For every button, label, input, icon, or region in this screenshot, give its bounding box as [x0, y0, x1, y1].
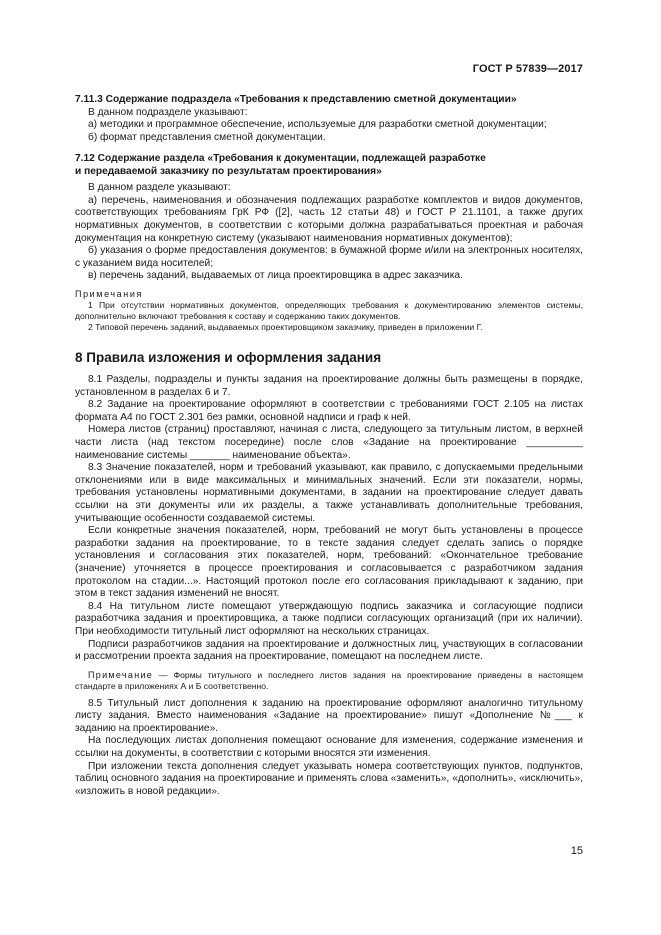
note-1: 1 При отсутствии нормативных документов, определяющих требования к документированию элементов системы, дополнительно включают требования к составу и содержанию таких документов.: [75, 300, 583, 322]
section-7-12-title-line1: 7.12 Содержание раздела «Требования к документации, подлежащей разработке: [75, 153, 486, 165]
list-item: б) формат представления сметной документации.: [88, 131, 326, 143]
note-label: Примечание: [88, 669, 154, 680]
note-2: 2 Типовой перечень заданий, выдаваемых проектировщиком заказчику, приведен в приложении Г.: [88, 322, 483, 333]
page-number: 15: [570, 845, 583, 857]
list-item: а) перечень, наименования и обозначения подлежащих разработке комплектов и видов документов, соответствующих требованиям ГрК РФ ([2], часть 12 статьи 48) и ГОСТ Р 21.1101, а также других нормативных документов, в соответствии с которыми должна разрабатываться проектная и рабочая документация на конкретную систему (указывают наименования нормативных документов);: [75, 194, 583, 244]
paragraph-8-4: 8.4 На титульном листе помещают утверждающую подпись заказчика и согласующие подписи разработчика задания и проектировщика, а также подписи согласующих организаций (при их наличии). При необходимости титульный лист оформляют на нескольких страницах.: [75, 600, 583, 637]
section-8-title: 8 Правила изложения и оформления задания: [75, 350, 382, 366]
paragraph-8-1: 8.1 Разделы, подразделы и пункты задания на проектирование должны быть размещены в порядке, установленном в разделах 6 и 7.: [75, 374, 583, 398]
paragraph-8-3: 8.3 Значение показателей, норм и требований указывают, как правило, с допускаемыми предельными отклонениями или в виде максимальных и минимальных значений. Если эти показатели, нормы, требования установлены нормативными документами, в задании на проектирование следует давать ссылки на эти документы или их разделы, а также устанавливать дополнительные требования, учитывающие особенности создаваемой системы.: [75, 462, 583, 524]
paragraph: Если конкретные значения показателей, норм, требований не могут быть установлены в процессе разработки задания на проектирование, то в тексте задания следует сделать запись о порядке установления и согласования этих показателей, норм, требований: «Окончательное требование (значение) уточняется в процессе проектирования и согласовывается с разработчиком задания протоколом на стадии...». Настоящий протокол после его согласования прикладывают к заданию, при этом в текст задания изменений не вносят.: [75, 525, 583, 600]
paragraph: В данном подразделе указывают:: [88, 106, 248, 118]
paragraph: При изложении текста дополнения следует указывать номера соответствующих пунктов, подпунктов, таблиц основного задания на проектирование и применять слова «заменить», «дополнить», «исключить», «изложить в новой редакции».: [75, 760, 583, 797]
list-item: б) указания о форме предоставления документов: в бумажной форме и/или на электронных носителях, с указанием вида носителей;: [75, 245, 583, 269]
section-7-12-title-line2: и передаваемой заказчику по результатам проектирования»: [75, 165, 382, 177]
paragraph-8-5: 8.5 Титульный лист дополнения к заданию на проектирование оформляют аналогично титульному листу задания. Вместо наименования «Задание на проектирование» пишут «Дополнение №___ к заданию на проектирование».: [75, 697, 583, 734]
document-code: ГОСТ Р 57839—2017: [472, 63, 583, 75]
paragraph-8-2: 8.2 Задание на проектирование оформляют в соответствии с требованиями ГОСТ 2.105 на листах формата А4 по ГОСТ 2.301 без рамки, основной надписи и граф к ней.: [75, 399, 583, 423]
paragraph: В данном разделе указывают:: [88, 182, 231, 194]
paragraph: Подписи разработчиков задания на проектирование и должностных лиц, участвующих в согласовании и рассмотрении проекта задания на проектирование, помещают на последнем листе.: [75, 638, 583, 663]
subsection-7-11-3-title: 7.11.3 Содержание подраздела «Требования к представлению сметной документации»: [75, 94, 517, 105]
paragraph: Номера листов (страниц) проставляют, начиная с листа, следующего за титульным листом, в верхней части листа (над текстом посередине) после слов «Задание на проектирование __________ наименование системы _______ наименование объекта».: [75, 424, 583, 461]
list-item: а) методики и программное обеспечение, используемые для разработки сметной документации;: [88, 119, 547, 131]
page-content: [75, 94, 583, 798]
list-item: в) перечень заданий, выдаваемых от лица проектировщика в адрес заказчика.: [88, 270, 463, 282]
note-text: — Формы титульного и последнего листов задания на проектирование приведены в настоящем стандарте в приложениях А и Б соответственно.: [75, 669, 583, 691]
paragraph: На последующих листах дополнения помещают основание для изменения, содержание изменения и ссылки на документы, в соответствии с которыми вносятся эти изменения.: [75, 735, 583, 760]
notes-label: Примечания: [75, 289, 143, 300]
note: [75, 670, 583, 692]
